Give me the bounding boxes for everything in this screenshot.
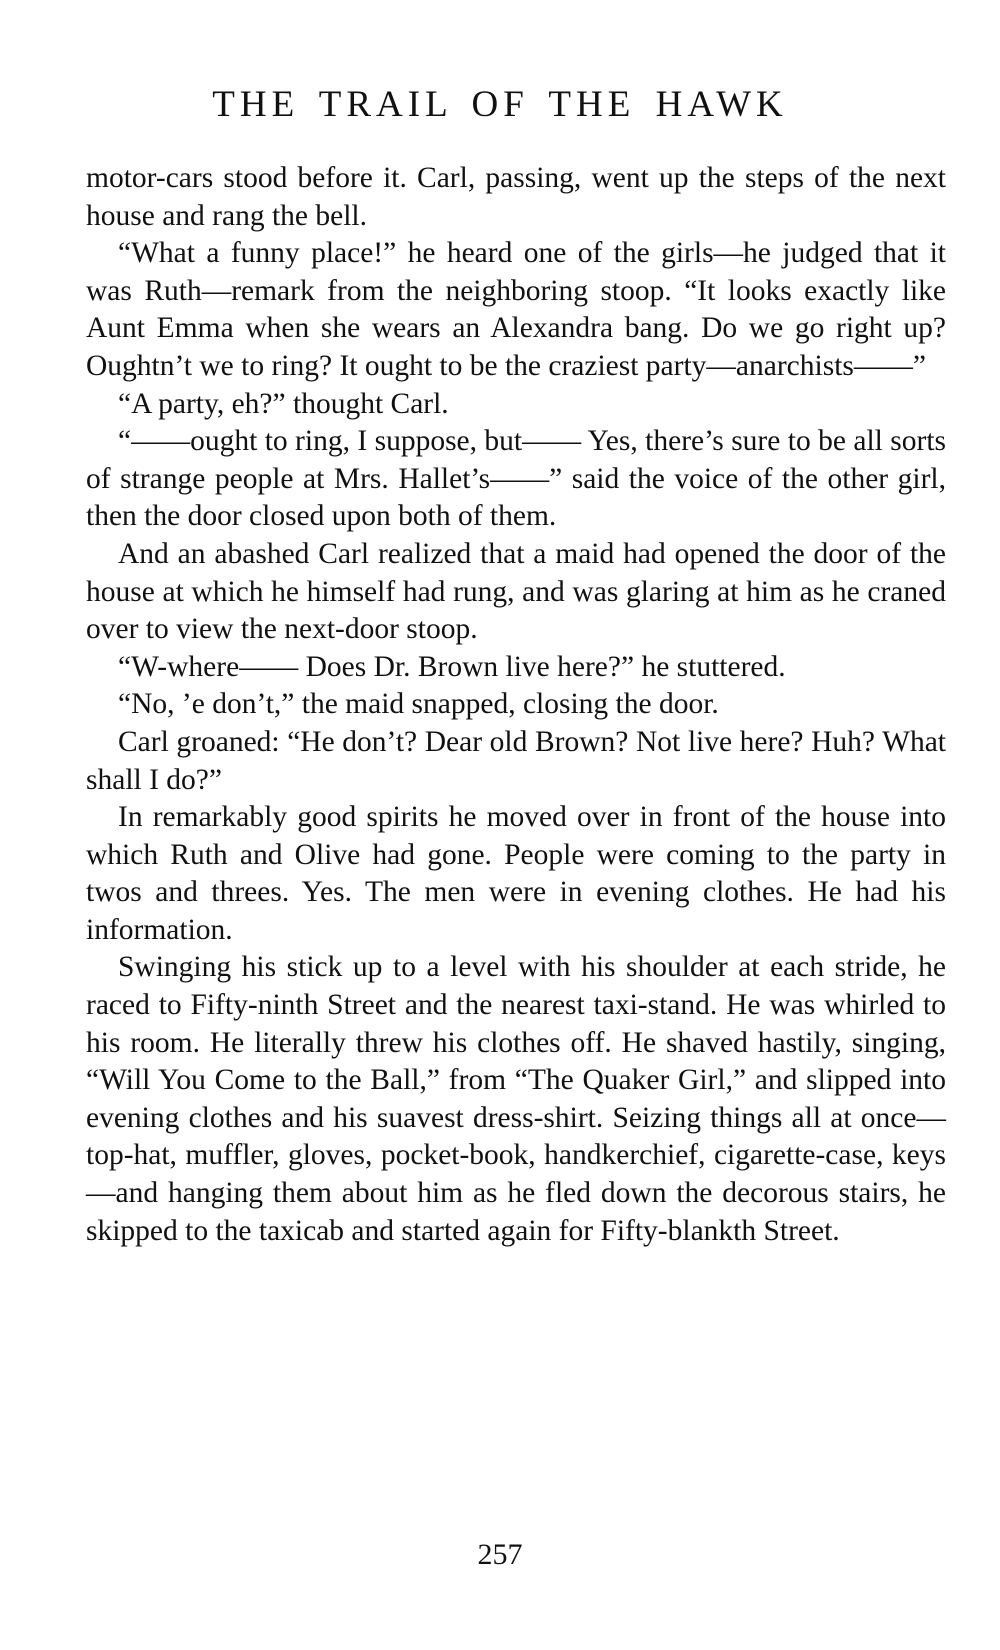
body-text (86, 160, 946, 1250)
paragraph: And an abashed Carl realized that a maid had opened the door of the house at which he himself had rung, and was glaring at him as he craned over to view the next-door stoop. (86, 537, 946, 646)
paragraph: “——ought to ring, I suppose, but—— Yes, there’s sure to be all sorts of strange people at Mrs. Hallet’s——” said the voice of the other girl, then the door closed upon both of them. (86, 425, 946, 533)
running-head: THE TRAIL OF THE HAWK (212, 84, 788, 125)
paragraph: “No, ’e don’t,” the maid snapped, closing the door. (118, 688, 719, 721)
paragraph: “What a funny place!” he heard one of the girls—he judged that it was Ruth—remark from the neighboring stoop. “It looks exactly like Aunt Emma when she wears an Alexandra bang. Do we go right up? Oughtn’t we to ring? It ought to be the craziest party—anarchists——” (86, 237, 946, 382)
paragraph: Carl groaned: “He don’t? Dear old Brown? Not live here? Huh? What shall I do?” (86, 725, 946, 796)
paragraph: Swinging his stick up to a level with his shoulder at each stride, he raced to Fifty-ninth Street and the nearest taxi-stand. He was whirled to his room. He literally threw his clothes off. He shaved hastily, singing, “Will You Come to the Ball,” from “The Quaker Girl,” and slipped into evening clothes and his suavest dress-shirt. Seizing things all at once—top-hat, muffler, gloves, pocket-book, handkerchief, cigarette-case, keys—and hanging them about him as he fled down the decorous stairs, he skipped to the taxicab and started again for Fifty-blankth Street. (86, 951, 946, 1247)
paragraph: motor-cars stood before it. Carl, passing, went up the steps of the next house and rang the bell. (86, 162, 946, 232)
paragraph: “A party, eh?” thought Carl. (118, 387, 449, 420)
page-number: 257 (477, 1538, 523, 1571)
paragraph: In remarkably good spirits he moved over in front of the house into which Ruth and Olive had gone. People were coming to the party in twos and threes. Yes. The men were in evening clothes. He had his information. (86, 801, 946, 946)
paragraph: “W-where—— Does Dr. Brown live here?” he stuttered. (118, 650, 786, 683)
